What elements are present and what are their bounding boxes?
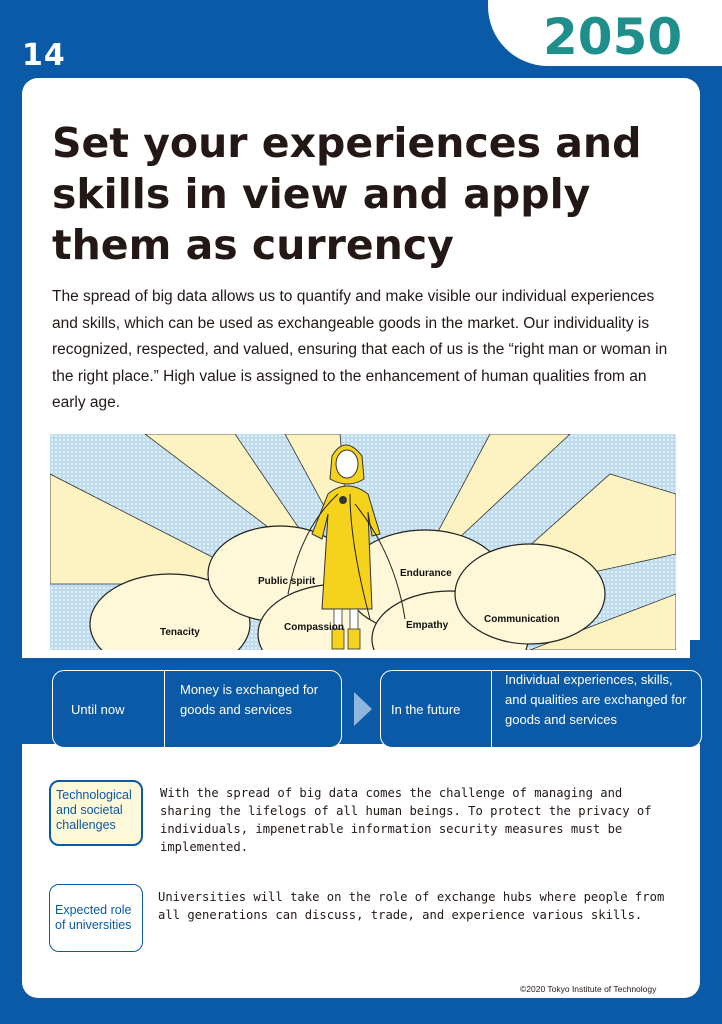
label-public-spirit: Public spirit	[258, 576, 316, 587]
until-now-text: Money is exchanged for goods and services	[180, 682, 319, 717]
label-empathy: Empathy	[406, 620, 449, 631]
universities-tag: Expected role of universities	[49, 884, 143, 952]
arrow-right-icon	[354, 692, 372, 726]
until-now-box	[52, 670, 342, 748]
challenges-tag: Technological and societal challenges	[49, 780, 143, 846]
copyright: ©2020 Tokyo Institute of Technology	[520, 984, 657, 994]
future-divider	[491, 671, 492, 747]
future-label: In the future	[391, 701, 461, 717]
label-tenacity: Tenacity	[160, 627, 200, 638]
label-communication: Communication	[484, 614, 560, 625]
page-title: Set your experiences and skills in view and apply them as currency	[52, 119, 642, 269]
future-box	[380, 670, 702, 748]
universities-text: Universities will take on the role of exchange hubs where people from all generations can discuss, trade, and experience various skills.	[158, 890, 665, 922]
skills-illustration	[50, 434, 676, 650]
until-now-label: Until now	[71, 701, 125, 717]
intro-paragraph: The spread of big data allows us to quantify and make visible our individual experiences and skills, which can be used as exchangeable goods in the market. Our individuality is recognized, respected, and valued, ensuring that each of us is the “right man or woman in the right place.” High value is assigned to the enhancement of human qualities from an early age.	[52, 288, 668, 411]
challenges-text: With the spread of big data comes the challenge of managing and sharing the lifelogs of all human beings. To protect the privacy of individuals, impenetrable information security measures must be implemented.	[160, 786, 652, 854]
label-endurance: Endurance	[400, 568, 452, 579]
year-label: 2050	[543, 8, 683, 66]
label-compassion: Compassion	[284, 622, 345, 633]
future-text: Individual experiences, skills, and qualities are exchanged for goods and services	[505, 672, 687, 727]
page-number: 14	[22, 38, 66, 73]
until-now-divider	[164, 671, 165, 747]
